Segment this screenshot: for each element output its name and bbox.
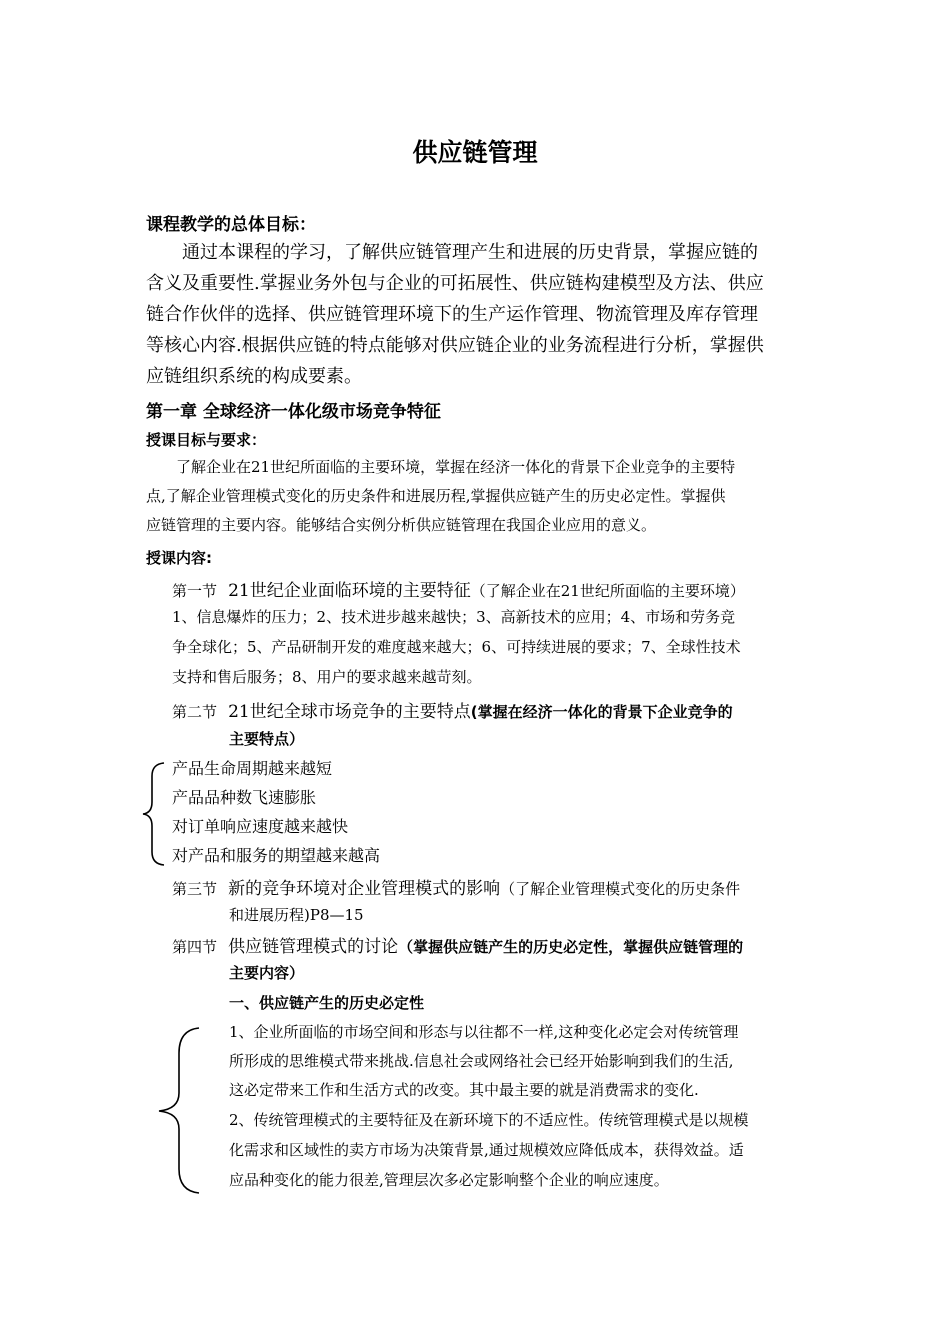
section-2-note: (掌握在经济一体化的背景下企业竞争的: [470, 703, 733, 721]
section-4-line-1: 1、企业所面临的市场空间和形态与以往都不一样,这种变化必定会对传统管理: [229, 1023, 739, 1041]
overall-goal-line-1: 通过本课程的学习，了解供应链管理产生和进展的历史背景，掌握应链的: [182, 242, 758, 263]
overall-goal-line-2: 含义及重要性.掌握业务外包与企业的可拓展性、供应链构建模型及方法、供应: [146, 273, 764, 294]
section-4-line-2: 所形成的思维模式带来挑战.信息社会或网络社会已经开始影响到我们的生活,: [229, 1052, 734, 1070]
section-2-heading: [172, 697, 733, 722]
section-3-note: （了解企业管理模式变化的历史条件: [500, 880, 741, 898]
chapter-heading: 第一章 全球经济一体化级市场竞争特征: [146, 402, 441, 422]
section-1-line-1: 1、信息爆炸的压力；2、技术进步越来越快；3、高新技术的应用；4、市场和劳务竞: [172, 608, 736, 626]
section-4-line-4: 2、传统管理模式的主要特征及在新环境下的不适应性。传统管理模式是以规模: [229, 1111, 749, 1129]
section-4-line-3: 这必定带来工作和生活方式的改变。其中最主要的就是消费需求的变化.: [229, 1081, 699, 1099]
section-3-title: 新的竞争环境对企业管理模式的影响: [228, 879, 501, 899]
page-title: 供应链管理: [412, 138, 538, 167]
overall-goal-heading: 课程教学的总体目标：: [146, 215, 316, 235]
section-4-subheading: 一、供应链产生的历史必定性: [229, 994, 425, 1012]
teaching-goal-line-3: 应链管理的主要内容。能够结合实例分析供应链管理在我国企业应用的意义。: [146, 516, 657, 534]
section-4-note-cont: 主要内容）: [229, 964, 305, 982]
section-4-line-5: 化需求和区域性的卖方市场为决策背景,通过规模效应降低成本，获得效益。适: [229, 1141, 744, 1159]
section-4-note: （掌握供应链产生的历史必定性，掌握供应链管理的: [398, 938, 744, 956]
section-2-title: 21世纪全球市场竞争的主要特点: [228, 702, 471, 722]
overall-goal-line-4: 等核心内容.根据供应链的特点能够对供应链企业的业务流程进行分析，掌握供: [146, 335, 764, 356]
section-1-label: 第一节: [172, 582, 218, 600]
section-3-heading: [172, 874, 740, 899]
section-4-label: 第四节: [172, 938, 218, 956]
section-1-line-2: 争全球化；5、产品研制开发的难度越来越大；6、可持续进展的要求；7、全球性技术: [172, 638, 741, 656]
section-1-note: （了解企业在21世纪所面临的主要环境）: [470, 582, 745, 600]
section-2-item-3: 对订单响应速度越来越快: [172, 817, 349, 836]
overall-goal-line-3: 链合作伙伴的选择、供应链管理环境下的生产运作管理、物流管理及库存管理: [146, 304, 758, 325]
section-2-item-1: 产品生命周期越来越短: [172, 759, 333, 778]
section-2-label: 第二节: [172, 703, 218, 721]
section-1-title: 21世纪企业面临环境的主要特征: [228, 581, 471, 601]
section-2-note-cont: 主要特点）: [229, 730, 305, 748]
section-1-heading: [172, 576, 745, 601]
teaching-goal-line-1: 了解企业在21世纪所面临的主要环境，掌握在经济一体化的背景下企业竞争的主要特: [176, 458, 736, 476]
section-2-item-4: 对产品和服务的期望越来越高: [172, 846, 381, 865]
teaching-goal-line-2: 点,了解企业管理模式变化的历史条件和进展历程,掌握供应链产生的历史必定性。掌握供: [146, 487, 726, 505]
overall-goal-line-5: 应链组织系统的构成要素。: [146, 366, 362, 387]
section-3-note-cont: 和进展历程)P8—15: [229, 906, 364, 924]
brace-icon: [140, 760, 170, 868]
section-1-line-3: 支持和售后服务；8、用户的要求越来越苛刻。: [172, 668, 482, 686]
teaching-goal-heading: 授课目标与要求：: [146, 431, 267, 449]
section-3-label: 第三节: [172, 880, 218, 898]
section-4-heading: [172, 932, 743, 957]
section-4-line-6: 应品种变化的能力很差,管理层次多必定影响整个企业的响应速度。: [229, 1171, 669, 1189]
section-4-title: 供应链管理模式的讨论: [228, 937, 399, 957]
section-2-item-2: 产品品种数飞速膨胀: [172, 788, 317, 807]
teaching-content-heading: 授课内容:: [146, 549, 212, 567]
large-brace-icon: [155, 1025, 205, 1195]
